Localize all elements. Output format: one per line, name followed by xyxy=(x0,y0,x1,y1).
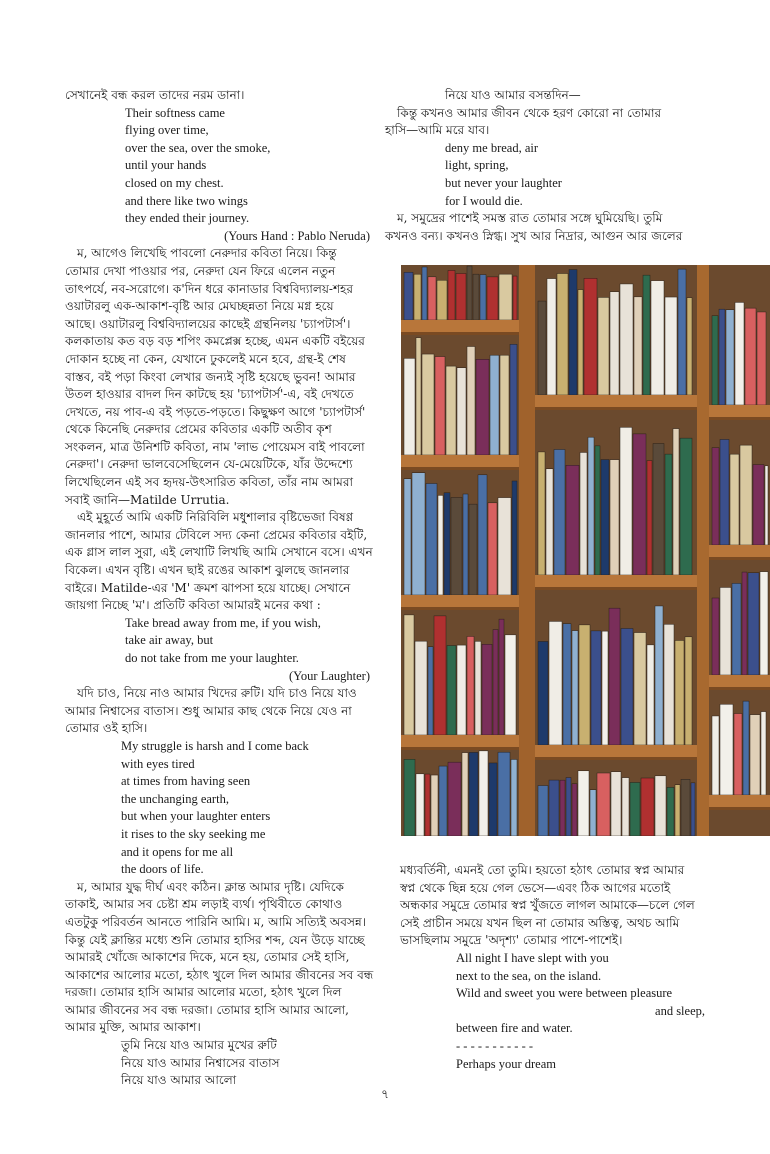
text-line: between fire and water. xyxy=(456,1021,573,1036)
page-number: ৭ xyxy=(381,1087,389,1101)
text-line: for I would die. xyxy=(445,193,523,208)
text-line: বিকেল। এখন বৃষ্টি। এখন ছাই রঙের আকাশ ঝুলছে জানলার xyxy=(65,563,350,578)
text-line: and there like two wings xyxy=(125,193,248,208)
text-line: লিখেছিলেন এই সব হৃদয়-উৎসারিত কবিতা, তাঁর নাম আমরা xyxy=(65,475,353,490)
text-line: কিন্তু যেই ক্লান্তির মধ্যে শুনি তোমার হাসির শব্দ, যেন উড়ে যাচ্ছে xyxy=(65,932,365,947)
text-line: জায়গা নিচ্ছে 'ম'। প্রতিটি কবিতা আমারই মনের কথা : xyxy=(65,598,321,613)
text-line: নিয়ে যাও আমার বসন্তদিন— xyxy=(445,88,581,102)
bookshelf-photo xyxy=(401,265,770,836)
text-line: তাৎপর্যে, নব-সরোগে। ক'দিন ধরে কানাডার বিশ্ববিদ্যালয়-শহর xyxy=(65,281,353,296)
text-line: তাকাই, আমার সব চেষ্টা শ্রম লড়াই ব্যর্থ। পৃথিবীতে কোথাও xyxy=(65,897,343,912)
text-line: সংকলন, মাত্র উনিশটি কবিতা, নাম 'লাভ পোয়েমস বাই পাবলো xyxy=(65,439,365,454)
text-line: সবাই জানি—Matilde Urrutia. xyxy=(65,492,230,507)
text-line: মধ্যবর্তিনী, এমনই তো তুমি। হয়তো হঠাৎ তোমার স্বপ্ন আমার xyxy=(400,863,685,877)
text-line: (Your Laughter) xyxy=(288,668,370,683)
text-line: জানলার পাশে, আমার টেবিলে সদ্য কেনা প্রেমের কবিতার বইটি, xyxy=(65,527,368,542)
text-line: কখনও বন্য। কখনও স্নিগ্ধ। সুখ আর নিদ্রার, আগুন আর জলের xyxy=(385,228,683,243)
text-line: the doors of life. xyxy=(121,862,204,877)
text-line: তোমার ওই হাসি। xyxy=(65,721,148,736)
text-line: যদি চাও, নিয়ে নাও আমার খিদের রুটি। যদি চাও নিয়ে যাও xyxy=(77,686,357,701)
text-line: দেখতে, নয় পাব-এ বই পড়তে-পড়তে। কিছুক্ষণ আগে 'চ্যাপটার্স' xyxy=(65,404,366,419)
text-line: সেখানেই বন্ধ করল তাদের নরম ডানা। xyxy=(65,88,245,102)
text-line: My struggle is harsh and I come back xyxy=(121,738,309,753)
text-line: over the sea, over the smoke, xyxy=(125,140,271,155)
text-line: next to the sea, on the island. xyxy=(456,968,602,983)
text-line: এই মুহূর্তে আমি একটি নিরিবিলি মধুশালার বৃষ্টিভেজা বিষণ্ণ xyxy=(77,510,354,525)
left-column xyxy=(65,87,374,1090)
text-line: deny me bread, air xyxy=(445,140,539,155)
text-line: ভাসছিলাম সমুদ্রে 'অদৃশ্য' তোমার পাশে-পাশেই। xyxy=(400,933,623,948)
text-line: until your hands xyxy=(125,158,207,173)
text-line: নিয়ে যাও আমার আলো xyxy=(121,1073,237,1088)
text-line: বাস্তব, বই পড়া কিংবা লেখার জন্যই সৃষ্টি হয়েছে ভুবন! আমার xyxy=(65,369,356,384)
text-line: থেকে কিনেছি নেরুদার প্রেমের কবিতার একটি অতীব কৃশ xyxy=(65,422,332,437)
text-line: they ended their journey. xyxy=(125,211,250,226)
text-line: (Yours Hand : Pablo Neruda) xyxy=(224,228,370,243)
text-line: কিন্তু কখনও আমার জীবন থেকে হরণ কোরো না তোমার xyxy=(397,105,662,120)
text-line: এতটুকু পরিবর্তন আনতে পারিনি আমি। ম, আমি সত্যিই অবসন্ন। xyxy=(65,914,367,929)
text-line: ম, আমার যুদ্ধ দীর্ঘ এবং কঠিন। ক্লান্ত আমার দৃষ্টি। যেদিকে xyxy=(77,879,344,894)
text-line: All night I have slept with you xyxy=(456,950,609,965)
text-line: তুমি নিয়ে যাও আমার মুখের রুটি xyxy=(121,1038,277,1053)
right-column-top xyxy=(385,87,705,245)
text-line: আমার জীবনের সব বন্ধ দরজা। তোমার হাসি আমার আলো, xyxy=(65,1002,349,1017)
text-line: উতল হাওয়ার বাদল দিন কাটছে হয় 'চ্যাপটার্স'-এ, বই দেখতে xyxy=(65,387,354,402)
text-line: ওয়াটারলু এক-আকাশ-বৃষ্টি আর মেঘচ্ছন্নতা নিয়ে মগ্ন হয়ে xyxy=(65,299,334,314)
text-line: it rises to the sky seeking me xyxy=(121,826,266,841)
text-line: তোমার দেখা পাওয়ার পর, নেরুদা যেন ফিরে এলেন নতুন xyxy=(65,263,336,278)
text-line: and sleep, xyxy=(655,1003,705,1018)
text-line: the unchanging earth, xyxy=(121,791,229,806)
text-line: হাসি—আমি মরে যাব। xyxy=(385,123,490,138)
text-line: light, spring, xyxy=(445,158,509,173)
text-line: বাইরে। Matilde-এর 'M' ক্রমশ ঝাপসা হয়ে যাচ্ছে। সেখানে xyxy=(65,580,351,595)
text-line: দরজা। তোমার হাসি আমার আলোর মতো, হঠাৎ খুলে দিল xyxy=(65,985,342,1000)
text-line: সেই প্রাচীন সময়ে যখন ছিল না তোমার অস্তিত্ব, অথচ আমি xyxy=(400,915,680,930)
text-line: নেরুদা'। নেরুদা ভালবেসেছিলেন যে-মেয়েটিকে, যাঁর উদ্দেশ্যে xyxy=(65,457,353,472)
text-line: take air away, but xyxy=(125,633,214,648)
text-line: স্বপ্ন থেকে ছিন্ন হয়ে গেল ভেসে—এবং ঠিক আগের মতোই xyxy=(400,880,671,895)
text-line: flying over time, xyxy=(125,123,209,138)
text-line: with eyes tired xyxy=(121,756,195,771)
text-line: Their softness came xyxy=(125,105,225,120)
text-line: do not take from me your laughter. xyxy=(125,651,299,665)
text-line: অন্ধকার সমুদ্রে তোমার স্বপ্ন খুঁজতে লাগল আমাকে—চলে গেল xyxy=(400,898,695,913)
text-line: দোকান হচ্ছে না কেন, যেখানে ঢুকলেই মনে হবে, গ্রন্থ-ই শেষ xyxy=(65,351,346,366)
text-line: আমার নিশ্বাসের বাতাস। শুধু আমার কাছ থেকে নিয়ে যেও না xyxy=(65,703,352,718)
text-line: but when your laughter enters xyxy=(121,809,271,824)
text-line: but never your laughter xyxy=(445,175,562,190)
text-line: Perhaps your dream xyxy=(456,1056,556,1071)
text-line: and it opens for me all xyxy=(121,844,234,859)
text-line: ম, সমুদ্রের পাশেই সমস্ত রাত তোমার সঙ্গে ঘুমিয়েছি। তুমি xyxy=(397,211,663,226)
text-line: কলকাতায় কত বড় বড় শপিং কমপ্লেক্স হচ্ছে, এমন একটি বইয়ের xyxy=(65,334,365,349)
text-line: আমার মুক্তি, আমার আকাশ। xyxy=(65,1020,201,1035)
text-line: আকাশের আলোর মতো, হঠাৎ খুলে দিল আমার জীবনের সব বন্ধ xyxy=(65,967,374,982)
text-line: এক গ্লাস লাল সুরা, এই লেখাটি লিখছি আমি সেখানে বসে। এখন xyxy=(65,545,373,560)
text-line: Take bread away from me, if you wish, xyxy=(125,615,321,630)
text-line: Wild and sweet you were between pleasure xyxy=(456,986,673,1001)
text-line: - - - - - - - - - - - xyxy=(456,1038,534,1053)
text-line: আমারই খোঁজে আকাশের দিকে, মনে হয়, তোমার সেই হাসি, xyxy=(65,950,350,965)
text-line: closed on my chest. xyxy=(125,175,224,190)
text-line: আছে। ওয়াটারলু বিশ্ববিদ্যালয়ের কাছেই গ্রন্থনিলয় 'চ্যাপটার্স'। xyxy=(65,316,351,331)
right-column-bottom xyxy=(400,862,705,1073)
text-line: at times from having seen xyxy=(121,774,251,789)
text-line: নিয়ে যাও আমার নিশ্বাসের বাতাস xyxy=(121,1055,280,1070)
text-line: ম, আগেও লিখেছি পাবলো নেরুদার কবিতা নিয়ে। কিন্তু xyxy=(77,246,337,261)
